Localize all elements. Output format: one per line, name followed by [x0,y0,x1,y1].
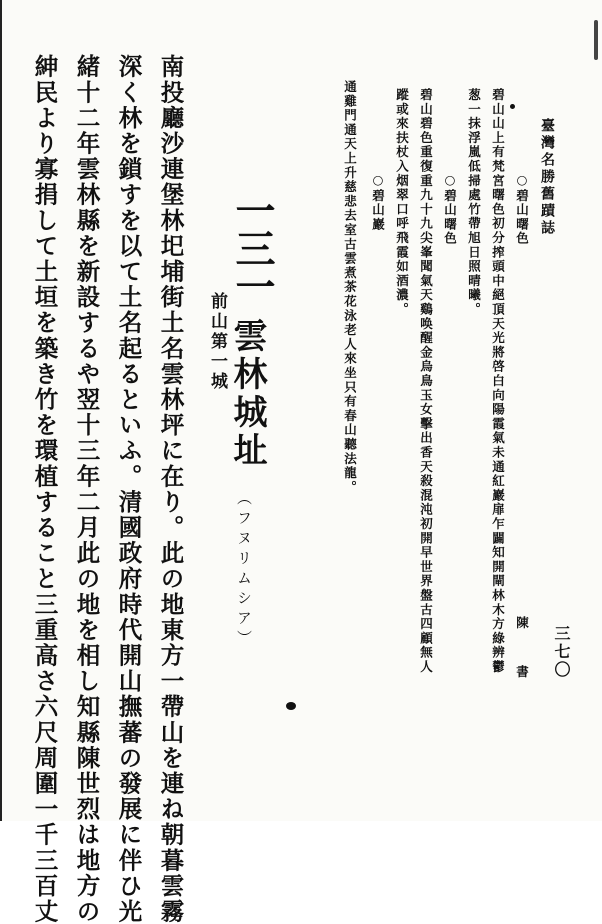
poem-line: 碧山山上有梵宮曙色初分搾頭中絕頂天光將啓白向陽霞氣未通紅巖扉乍闢知開閘林木方綠辨鬱 [490,88,506,675]
body-line: 紳民より寡捐して土垣を築き竹を環植すること三重高さ六尺周圍一千三百丈 [30,54,59,924]
ink-streak [594,20,598,60]
poem-line: 葱一抹浮嵐低掃處竹帶旭日照晴曦。 [466,88,482,317]
section-subtitle: 前山第一城 [207,292,227,392]
poem-line: 碧山碧色重復重九十九尖峯聞氣天鷄唤醒金烏鳥玉女擊出香天殺混沌初開早世界盤古四顧無人 [418,88,434,675]
body-line: 南投廳沙連堡林圯埔街土名雲林坪に在り。此の地東方一帶山を連ね朝暮雲霧 [156,54,185,924]
page-edge [0,0,2,821]
poem-title-1: ○碧山曙色 [514,172,530,246]
section-number: 一三一 [229,190,276,304]
section-title: 雲林城址 [227,318,267,470]
body-line: 深く林を鎖すを以て土名起るといふ。清國政府時代開山撫蕃の發展に伴ひ光 [114,54,143,924]
running-header-title: 臺灣名勝舊蹟誌 [539,118,555,237]
poem-title-2: ○碧山曙色 [442,172,458,246]
poem-line: 通雞門通天上升慈悲去室古雲煮茶花泳老人來坐只有春山聽法龍。 [342,80,358,495]
poem-author: 陳 書 [514,616,530,690]
poem-title-3: ○碧山巖 [370,172,386,232]
ink-speck [510,104,515,109]
ink-blot [286,702,296,710]
page-number: 三七〇 [552,625,571,679]
title-reading: （フヌリムシア） [235,490,253,650]
poem-line: 蹤或來扶杖入烟翠口呼飛霞如酒濃。 [394,88,410,317]
body-line: 緒十二年雲林縣を新設するや翌十三年二月此の地を相し知縣陳世烈は地方の [72,54,101,924]
